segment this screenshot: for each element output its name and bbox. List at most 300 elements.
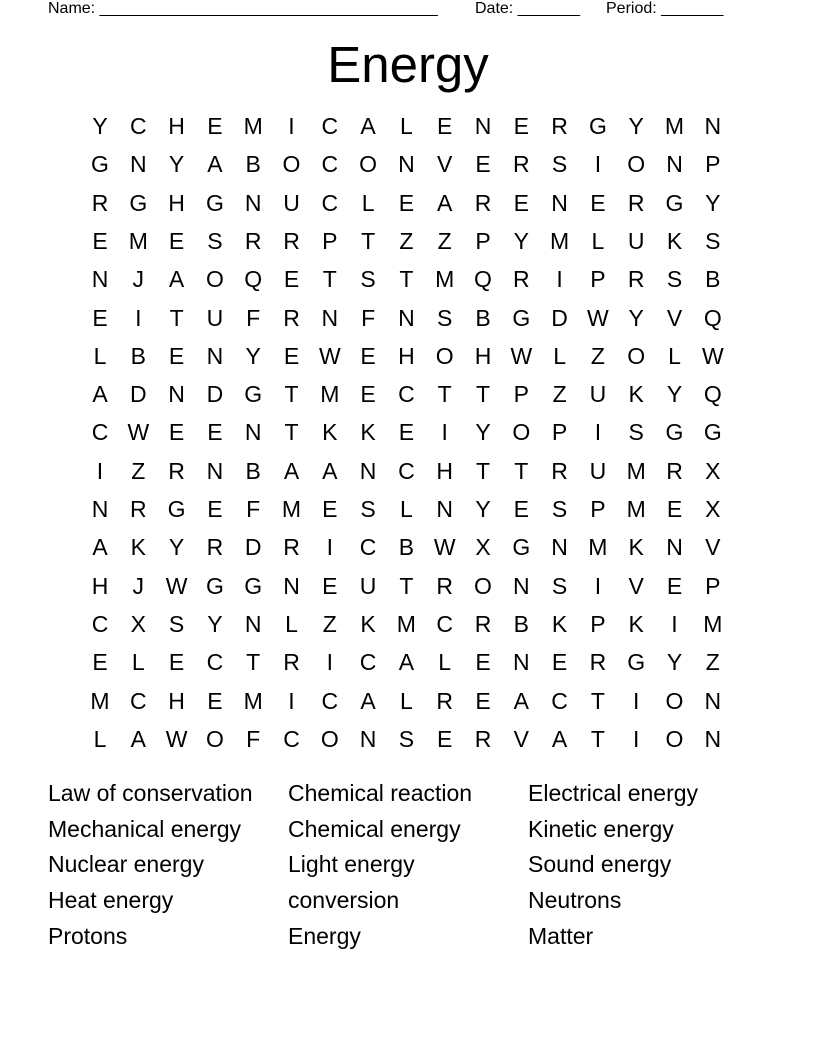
grid-letter[interactable]: E: [398, 419, 415, 446]
grid-letter[interactable]: Y: [168, 534, 185, 561]
grid-letter[interactable]: C: [321, 151, 339, 178]
grid-letter[interactable]: V: [437, 151, 453, 178]
grid-letter[interactable]: X: [705, 457, 721, 484]
grid-letter[interactable]: T: [475, 381, 491, 408]
grid-letter[interactable]: W: [701, 342, 724, 369]
grid-letter[interactable]: C: [129, 113, 147, 139]
grid-letter[interactable]: U: [589, 457, 607, 484]
grid-letter[interactable]: R: [666, 457, 683, 484]
grid-letter[interactable]: T: [590, 725, 605, 752]
grid-letter[interactable]: T: [284, 381, 299, 408]
grid-letter[interactable]: A: [360, 113, 376, 139]
word-list-item: Kinetic energy: [528, 815, 674, 842]
grid-letter[interactable]: E: [475, 649, 491, 676]
grid-letter[interactable]: Y: [92, 113, 108, 139]
grid-letter[interactable]: D: [244, 534, 262, 561]
grid-letter[interactable]: L: [668, 342, 681, 369]
grid-letter[interactable]: Z: [705, 649, 720, 676]
grid-letter[interactable]: Z: [322, 610, 337, 637]
grid-letter[interactable]: U: [359, 572, 377, 599]
grid-letter[interactable]: E: [322, 572, 338, 599]
grid-letter[interactable]: S: [628, 419, 644, 446]
grid-letter[interactable]: S: [360, 266, 376, 293]
grid-letter[interactable]: E: [207, 496, 223, 522]
grid-letter[interactable]: C: [436, 610, 453, 637]
grid-letter[interactable]: C: [91, 419, 109, 446]
grid-letter[interactable]: R: [283, 534, 300, 561]
grid-letter[interactable]: B: [130, 342, 146, 369]
grid-letter[interactable]: N: [704, 113, 722, 139]
grid-letter[interactable]: R: [436, 687, 453, 714]
grid-letter[interactable]: G: [665, 189, 684, 216]
grid-letter[interactable]: N: [398, 304, 415, 331]
grid-letter[interactable]: S: [705, 227, 721, 254]
grid-letter[interactable]: E: [92, 304, 108, 331]
grid-letter[interactable]: X: [130, 610, 146, 637]
grid-letter[interactable]: Q: [703, 304, 722, 331]
grid-letter[interactable]: U: [589, 381, 607, 408]
grid-letter[interactable]: X: [475, 534, 491, 561]
grid-letter[interactable]: R: [244, 227, 262, 254]
grid-letter[interactable]: A: [360, 687, 376, 714]
grid-letter[interactable]: N: [283, 572, 300, 599]
grid-letter[interactable]: H: [168, 687, 185, 714]
word-list-item: Light energy: [288, 851, 415, 878]
grid-letter[interactable]: B: [245, 151, 261, 178]
grid-letter[interactable]: Z: [437, 227, 452, 254]
grid-letter[interactable]: R: [436, 572, 453, 599]
grid-letter[interactable]: C: [321, 189, 339, 216]
grid-letter[interactable]: A: [437, 189, 453, 216]
grid-letter[interactable]: N: [551, 189, 568, 216]
grid-letter[interactable]: B: [705, 266, 721, 293]
grid-letter[interactable]: B: [398, 534, 415, 561]
grid-letter[interactable]: E: [360, 342, 376, 369]
grid-letter[interactable]: T: [284, 419, 299, 446]
grid-letter[interactable]: D: [206, 381, 224, 408]
grid-letter[interactable]: F: [246, 304, 261, 331]
grid-letter[interactable]: I: [288, 687, 295, 714]
grid-letter[interactable]: N: [704, 687, 722, 714]
grid-letter[interactable]: R: [168, 457, 185, 484]
grid-letter[interactable]: R: [206, 534, 224, 561]
grid-letter[interactable]: J: [132, 572, 145, 599]
grid-letter[interactable]: O: [205, 266, 224, 293]
grid-letter[interactable]: N: [359, 457, 377, 484]
grid-letter[interactable]: C: [398, 457, 415, 484]
grid-letter[interactable]: G: [244, 572, 263, 599]
grid-letter[interactable]: G: [91, 151, 109, 178]
grid-letter[interactable]: T: [322, 266, 337, 293]
grid-letter[interactable]: J: [132, 266, 145, 293]
grid-letter[interactable]: N: [244, 189, 262, 216]
grid-letter[interactable]: R: [283, 649, 300, 676]
grid-letter[interactable]: E: [513, 496, 529, 522]
grid-letter[interactable]: D: [551, 304, 568, 331]
grid-letter[interactable]: N: [321, 304, 339, 331]
grid-letter[interactable]: L: [93, 725, 107, 752]
word-list-item: Energy: [288, 922, 361, 949]
grid-letter[interactable]: L: [399, 496, 413, 522]
word-list-item: Protons: [48, 922, 128, 949]
grid-letter[interactable]: M: [281, 496, 302, 522]
grid-letter[interactable]: S: [551, 572, 568, 599]
grid-letter[interactable]: E: [322, 496, 338, 522]
grid-letter[interactable]: I: [96, 457, 104, 484]
grid-letter[interactable]: N: [398, 151, 415, 178]
grid-letter[interactable]: N: [512, 649, 530, 676]
grid-letter[interactable]: I: [594, 572, 602, 599]
grid-letter[interactable]: A: [398, 649, 415, 676]
grid-letter[interactable]: O: [627, 151, 646, 178]
grid-letter[interactable]: I: [556, 266, 563, 293]
grid-letter[interactable]: A: [551, 725, 568, 752]
grid-letter[interactable]: E: [666, 572, 683, 599]
grid-letter[interactable]: Y: [628, 113, 644, 139]
grid-letter[interactable]: T: [399, 572, 414, 599]
grid-letter[interactable]: S: [360, 496, 376, 522]
grid-letter[interactable]: Y: [705, 189, 721, 216]
grid-letter[interactable]: E: [207, 113, 223, 139]
grid-letter[interactable]: A: [207, 151, 223, 178]
grid-letter[interactable]: V: [513, 725, 529, 752]
grid-letter[interactable]: G: [665, 419, 684, 446]
grid-letter[interactable]: H: [436, 457, 453, 484]
grid-letter[interactable]: C: [359, 649, 377, 676]
grid-letter[interactable]: E: [92, 227, 108, 254]
grid-letter[interactable]: A: [513, 687, 529, 714]
grid-letter[interactable]: G: [167, 496, 186, 522]
grid-letter[interactable]: H: [398, 342, 415, 369]
grid-letter[interactable]: I: [326, 534, 333, 561]
grid-letter[interactable]: E: [168, 342, 185, 369]
grid-letter[interactable]: E: [398, 189, 415, 216]
grid-letter[interactable]: V: [666, 304, 683, 331]
grid-letter[interactable]: Y: [168, 151, 185, 178]
grid-letter[interactable]: R: [474, 189, 492, 216]
grid-letter[interactable]: E: [92, 649, 108, 676]
grid-letter[interactable]: R: [474, 610, 492, 637]
grid-letter[interactable]: N: [91, 266, 109, 293]
grid-letter[interactable]: M: [703, 610, 723, 637]
grid-letter[interactable]: E: [207, 687, 223, 714]
grid-letter[interactable]: F: [246, 725, 261, 752]
grid-letter[interactable]: C: [398, 381, 415, 408]
grid-letter[interactable]: W: [587, 304, 609, 331]
grid-letter[interactable]: K: [628, 610, 644, 637]
grid-letter[interactable]: B: [513, 610, 529, 637]
grid-letter[interactable]: R: [283, 227, 300, 254]
grid-letter[interactable]: Z: [131, 457, 146, 484]
grid-letter[interactable]: E: [168, 419, 185, 446]
grid-letter[interactable]: N: [206, 342, 224, 369]
grid-letter[interactable]: F: [246, 496, 261, 522]
grid-letter[interactable]: M: [626, 496, 646, 522]
grid-letter[interactable]: S: [551, 496, 568, 522]
grid-letter[interactable]: A: [168, 266, 185, 293]
grid-letter[interactable]: M: [243, 113, 263, 139]
grid-letter[interactable]: Z: [399, 227, 414, 254]
grid-letter[interactable]: L: [438, 649, 452, 676]
grid-letter[interactable]: E: [437, 725, 453, 752]
page-title: Energy: [327, 36, 489, 93]
grid-letter[interactable]: R: [91, 189, 109, 216]
grid-letter[interactable]: M: [664, 113, 685, 139]
grid-letter[interactable]: P: [551, 419, 568, 446]
grid-letter[interactable]: L: [93, 342, 107, 369]
grid-letter[interactable]: M: [588, 534, 608, 561]
grid-letter[interactable]: O: [320, 725, 339, 752]
grid-letter[interactable]: T: [246, 649, 261, 676]
grid-letter[interactable]: L: [131, 649, 145, 676]
grid-letter[interactable]: U: [627, 227, 645, 254]
grid-letter[interactable]: O: [627, 342, 646, 369]
grid-letter[interactable]: H: [168, 189, 185, 216]
grid-letter[interactable]: T: [514, 457, 529, 484]
grid-letter[interactable]: P: [705, 151, 721, 178]
grid-letter[interactable]: S: [168, 610, 185, 637]
grid-letter[interactable]: S: [551, 151, 568, 178]
grid-letter[interactable]: N: [666, 151, 683, 178]
grid-letter[interactable]: O: [435, 342, 454, 369]
grid-letter[interactable]: N: [666, 534, 683, 561]
grid-letter[interactable]: E: [168, 227, 185, 254]
grid-letter[interactable]: G: [512, 304, 531, 331]
word-list-item: Nuclear energy: [48, 851, 204, 878]
grid-letter[interactable]: C: [321, 687, 339, 714]
grid-letter[interactable]: Y: [513, 227, 529, 254]
grid-letter[interactable]: K: [360, 419, 376, 446]
grid-letter[interactable]: R: [129, 496, 147, 522]
grid-letter[interactable]: E: [590, 189, 606, 216]
grid-letter[interactable]: R: [589, 649, 607, 676]
grid-letter[interactable]: Y: [666, 381, 683, 408]
grid-letter[interactable]: N: [551, 534, 568, 561]
grid-letter[interactable]: C: [283, 725, 300, 752]
grid-letter[interactable]: S: [398, 725, 415, 752]
grid-letter[interactable]: O: [474, 572, 492, 599]
grid-letter[interactable]: O: [205, 725, 224, 752]
grid-letter[interactable]: S: [207, 227, 223, 254]
grid-letter[interactable]: M: [396, 610, 416, 637]
grid-letter[interactable]: G: [129, 189, 148, 216]
grid-letter[interactable]: L: [399, 687, 413, 714]
grid-letter[interactable]: E: [475, 687, 491, 714]
grid-letter[interactable]: K: [130, 534, 146, 561]
grid-letter[interactable]: W: [318, 342, 341, 369]
grid-letter[interactable]: G: [205, 189, 224, 216]
grid-letter[interactable]: E: [207, 419, 223, 446]
grid-letter[interactable]: M: [90, 687, 110, 714]
grid-letter[interactable]: R: [551, 113, 568, 139]
word-list-item: Neutrons: [528, 887, 622, 914]
grid-letter[interactable]: N: [129, 151, 147, 178]
grid-letter[interactable]: A: [283, 457, 300, 484]
grid-letter[interactable]: W: [510, 342, 533, 369]
grid-letter[interactable]: E: [551, 649, 568, 676]
grid-letter[interactable]: T: [169, 304, 184, 331]
grid-letter[interactable]: W: [433, 534, 456, 561]
grid-letter[interactable]: W: [165, 725, 188, 752]
grid-letter[interactable]: O: [359, 151, 378, 178]
name-field[interactable]: Name: ______________________________________: [48, 0, 438, 17]
grid-letter[interactable]: N: [436, 496, 453, 522]
grid-letter[interactable]: T: [437, 381, 452, 408]
grid-letter[interactable]: L: [553, 342, 566, 369]
grid-letter[interactable]: E: [360, 381, 376, 408]
grid-letter[interactable]: I: [288, 113, 295, 139]
grid-letter[interactable]: C: [206, 649, 224, 676]
grid-letter[interactable]: P: [705, 572, 721, 599]
grid-letter[interactable]: I: [594, 151, 602, 178]
grid-letter[interactable]: M: [435, 266, 455, 293]
grid-letter[interactable]: F: [361, 304, 376, 331]
grid-letter[interactable]: L: [399, 113, 413, 139]
grid-letter[interactable]: O: [665, 725, 684, 752]
grid-letter[interactable]: R: [551, 457, 568, 484]
grid-letter[interactable]: N: [168, 381, 185, 408]
grid-letter[interactable]: Q: [474, 266, 492, 293]
grid-letter[interactable]: C: [359, 534, 377, 561]
grid-letter[interactable]: B: [245, 457, 261, 484]
grid-letter[interactable]: T: [399, 266, 414, 293]
grid-letter[interactable]: H: [91, 572, 109, 599]
grid-letter[interactable]: N: [704, 725, 722, 752]
grid-letter[interactable]: P: [590, 610, 606, 637]
grid-letter[interactable]: P: [513, 381, 529, 408]
grid-letter[interactable]: O: [512, 419, 531, 446]
grid-letter[interactable]: P: [322, 227, 338, 254]
grid-letter[interactable]: K: [360, 610, 376, 637]
grid-letter[interactable]: I: [326, 649, 333, 676]
grid-letter[interactable]: P: [590, 266, 606, 293]
grid-letter[interactable]: P: [475, 227, 491, 254]
grid-letter[interactable]: I: [632, 725, 640, 752]
grid-letter[interactable]: A: [92, 534, 108, 561]
grid-letter[interactable]: Y: [666, 649, 683, 676]
grid-letter[interactable]: E: [168, 649, 185, 676]
period-field[interactable]: Period: _______: [606, 0, 724, 17]
grid-letter[interactable]: M: [626, 457, 646, 484]
grid-letter[interactable]: S: [666, 266, 683, 293]
grid-letter[interactable]: K: [628, 381, 644, 408]
grid-letter[interactable]: G: [703, 419, 722, 446]
grid-letter[interactable]: C: [129, 687, 147, 714]
grid-letter[interactable]: O: [282, 151, 301, 178]
grid-letter[interactable]: I: [441, 419, 448, 446]
grid-letter[interactable]: N: [359, 725, 377, 752]
grid-letter[interactable]: W: [165, 572, 188, 599]
grid-letter[interactable]: M: [128, 227, 148, 254]
grid-letter[interactable]: T: [361, 227, 376, 254]
grid-letter[interactable]: K: [551, 610, 568, 637]
grid-letter[interactable]: E: [283, 266, 300, 293]
grid-letter[interactable]: P: [590, 496, 606, 522]
grid-letter[interactable]: O: [665, 687, 684, 714]
grid-letter[interactable]: G: [588, 113, 607, 139]
grid-letter[interactable]: L: [361, 189, 375, 216]
grid-letter[interactable]: E: [513, 113, 529, 139]
grid-letter[interactable]: C: [91, 610, 109, 637]
grid-letter[interactable]: C: [551, 687, 568, 714]
grid-letter[interactable]: R: [627, 266, 645, 293]
grid-letter[interactable]: N: [474, 113, 492, 139]
grid-letter[interactable]: R: [474, 725, 492, 752]
word-list-item: Mechanical energy: [48, 815, 242, 842]
grid-letter[interactable]: E: [437, 113, 453, 139]
grid-letter[interactable]: G: [512, 534, 531, 561]
grid-letter[interactable]: K: [628, 534, 644, 561]
grid-letter[interactable]: E: [475, 151, 491, 178]
grid-letter[interactable]: K: [666, 227, 683, 254]
grid-letter[interactable]: Z: [552, 381, 567, 408]
grid-letter[interactable]: Q: [703, 381, 722, 408]
grid-letter[interactable]: R: [512, 266, 530, 293]
grid-letter[interactable]: T: [590, 687, 605, 714]
grid-letter[interactable]: E: [283, 342, 300, 369]
grid-letter[interactable]: T: [475, 457, 491, 484]
grid-letter[interactable]: I: [632, 687, 640, 714]
grid-letter[interactable]: N: [91, 496, 109, 522]
grid-letter[interactable]: M: [320, 381, 340, 408]
grid-letter[interactable]: X: [705, 496, 721, 522]
grid-letter[interactable]: N: [512, 572, 530, 599]
grid-letter[interactable]: N: [244, 610, 262, 637]
grid-letter[interactable]: G: [627, 649, 646, 676]
grid-letter[interactable]: S: [437, 304, 453, 331]
grid-letter[interactable]: N: [206, 457, 224, 484]
grid-letter[interactable]: R: [283, 304, 300, 331]
grid-letter[interactable]: Q: [244, 266, 263, 293]
grid-letter[interactable]: H: [474, 342, 492, 369]
grid-letter[interactable]: R: [512, 151, 530, 178]
grid-letter[interactable]: C: [321, 113, 339, 139]
grid-letter[interactable]: L: [285, 610, 298, 637]
grid-letter[interactable]: Y: [475, 419, 491, 446]
grid-letter[interactable]: V: [705, 534, 721, 561]
grid-letter[interactable]: R: [627, 189, 645, 216]
grid-letter[interactable]: U: [283, 189, 300, 216]
grid-letter[interactable]: E: [513, 189, 529, 216]
grid-letter[interactable]: H: [168, 113, 185, 139]
grid-letter[interactable]: L: [591, 227, 605, 254]
grid-letter[interactable]: Y: [475, 496, 491, 522]
grid-letter[interactable]: B: [475, 304, 491, 331]
grid-letter[interactable]: Y: [207, 610, 223, 637]
grid-letter[interactable]: A: [322, 457, 338, 484]
grid-letter[interactable]: W: [127, 419, 150, 446]
grid-letter[interactable]: A: [92, 381, 108, 408]
grid-letter[interactable]: V: [628, 572, 644, 599]
grid-letter[interactable]: N: [244, 419, 262, 446]
grid-letter[interactable]: I: [594, 419, 602, 446]
grid-letter[interactable]: U: [206, 304, 224, 331]
grid-letter[interactable]: Y: [628, 304, 644, 331]
grid-letter[interactable]: G: [205, 572, 224, 599]
date-field[interactable]: Date: _______: [475, 0, 580, 17]
grid-letter[interactable]: Z: [590, 342, 605, 369]
grid-letter[interactable]: K: [322, 419, 338, 446]
grid-letter[interactable]: M: [550, 227, 570, 254]
grid-letter[interactable]: I: [671, 610, 678, 637]
grid-letter[interactable]: G: [244, 381, 263, 408]
grid-letter[interactable]: Y: [245, 342, 261, 369]
grid-letter[interactable]: E: [666, 496, 683, 522]
grid-letter[interactable]: I: [135, 304, 142, 331]
grid-letter[interactable]: M: [243, 687, 263, 714]
grid-letter[interactable]: D: [129, 381, 147, 408]
grid-letter[interactable]: A: [130, 725, 146, 752]
